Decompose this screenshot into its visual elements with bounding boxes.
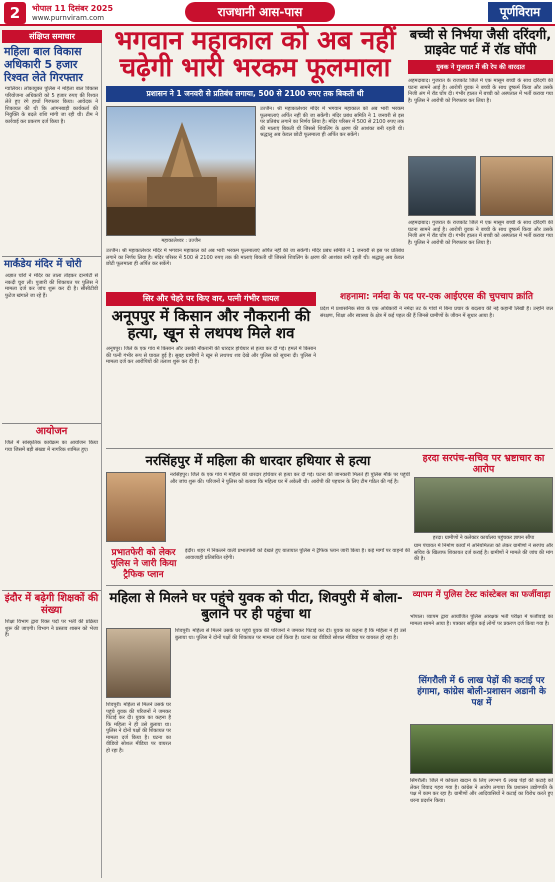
mahila-photo [106,628,171,698]
story-headline: महिला बाल विकास अधिकारी 5 हजार रिश्वत लेते गिरफ्तार [4,45,83,84]
mid-left-banner: सिर और चेहरे पर किए वार, पत्नी गंभीर घायल [106,292,316,306]
story-text: जिले में सांस्कृतिक कार्यक्रम का आयोजन किया गया जिसमें बड़ी संख्या में नागरिक शामिल हुए। [5,440,98,453]
right-top-headline: बच्ची से निर्भया जैसी दरिंदगी, प्राइवेट पार्ट में रॉड घोंपी [409,28,552,58]
newspaper-logo: पूर्णविराम [488,2,552,22]
mahila-text-continued: शिवपुरी। महिला से मिलने उसके घर पहुंचे युवक की परिजनों ने जमकर पिटाई कर दी। युवक का कहना है कि महिला ने ही उसे बुलाया था। पुलिस ने दोनों पक्षों की शिकायत पर मामला दर्ज किया है। घटना का वीडियो सोशल मीडिया पर वायरल हो रहा है। [106,702,171,754]
story-text: शिक्षा विभाग द्वारा रिक्त पदों पर भर्ती की प्रक्रिया शुरू की जाएगी। विभाग ने प्रस्ताव शासन को भेजा है। [5,619,98,638]
mahila-text: शिवपुरी। महिला से मिलने उसके घर पहुंचे युवक की परिजनों ने जमकर पिटाई कर दी। युवक का कहना है कि महिला ने ही उसे बुलाया था। पुलिस ने दोनों पक्षों की शिकायत पर मामला दर्ज किया है। घटना का वीडियो सोशल मीडिया पर वायरल हो रहा है। [175,628,406,641]
story-text: ग्वालियर। लोकायुक्त पुलिस ने महिला बाल विकास परियोजना अधिकारी को 5 हजार रुपए की रिश्वत लेते हुए रंगे हाथों गिरफ्तार किया। आवेदक ने शिकायत की थी कि आंगनबाड़ी कार्यकर्ता की नियुक्ति के बदले राशि मांगी जा रही थी। टीम ने कार्रवाई कर प्रकरण दर्ज किया है। [5,86,98,125]
harda-photo [414,477,553,533]
mahila-headline: महिला से मिलने घर पहुंचे युवक को पीटा, शिवपुरी में बोला- बुलाने पर ही पहुंचा था [109,590,403,622]
police-photo [480,156,553,216]
divider [106,585,553,586]
lead-subheadline: प्रशासन ने 1 जनवरी से प्रतिबंध लगाया, 500 से 2100 रुपए तक बिकती थी [106,86,404,102]
murder-text: नरसिंहपुर। जिले के एक गांव में महिला की धारदार हथियार से हत्या कर दी गई। घटना की जानकारी मिलते ही पुलिस मौके पर पहुंची और जांच शुरू की। परिजनों ने पुलिस को बताया कि महिला घर में अकेली थी। आरोपी की पहचान के लिए टीम गठित की गई है। [170,472,410,485]
victim-photo [106,472,166,542]
right-top-subheadline: युवक ने गुजरात में की रेप की वारदात [408,60,553,74]
left-column [2,30,102,878]
singrauli-headline: सिंगरौली में 6 लाख पेड़ों की कटाई पर हंगामा, कांग्रेस बोली-प्रशासन अडानी के पक्ष में [417,676,546,708]
masthead [0,0,555,26]
mid-left-text: अनूपपुर। जिले के एक गांव में किसान और उसकी नौकरानी की धारदार हथियार से हत्या कर दी गई। हमले में किसान की पत्नी गंभीर रूप से घायल हुई है। सुबह ग्रामीणों ने खून से लथपथ शव देखे और पुलिस को सूचना दी। पुलिस ने मामला दर्ज कर आरोपियों की तलाश शुरू कर दी है। [106,346,316,365]
accused-photo [408,156,476,216]
story-headline: आयोजन [35,426,68,437]
traffic-text: इंदौर। शहर में निकलने वाली प्रभातफेरी को देखते हुए यातायात पुलिस ने ट्रैफिक प्लान जारी किया है। कई मार्गों पर वाहनों की आवाजाही प्रतिबंधित रहेगी। [185,548,410,561]
lead-text-continued: उज्जैन। श्री महाकालेश्वर मंदिर में भगवान महाकाल को अब भारी भरकम फूलमालाएं अर्पित नहीं की जा सकेंगी। मंदिर प्रबंध समिति ने 1 जनवरी से इस पर प्रतिबंध लगाने का निर्णय लिया है। मंदिर परिसर में 500 से 2100 रुपए तक की मालाएं बिकती थीं जिससे शिवलिंग के क्षरण की आशंका बनी रहती थी। श्रद्धालु अब केवल छोटी फूलमाला ही अर्पित कर सकेंगे। [106,248,404,267]
photo-caption: महाकालेश्वर : उज्जैन [161,238,201,244]
mid-left-headline: अनूपपुर में किसान और नौकरानी की हत्या, खून से लथपथ मिले शव [111,307,311,342]
harda-headline: हरदा सरपंच-सचिव पर भ्रष्टाचार का आरोप [422,453,545,475]
forest-photo [410,724,553,774]
harda-caption: हरदा। ग्रामीणों ने कलेक्टर कार्यालय पहुंचकर ज्ञापन सौंपा [432,535,535,541]
story-headline: इंदौर में बढ़ेगी शिक्षकों की संख्या [4,593,99,616]
temple-photo [106,106,256,236]
story-text: अज्ञात चोरों ने मंदिर का ताला तोड़कर दानपेटी से नकदी चुरा ली। पुजारी की शिकायत पर पुलिस ने मामला दर्ज कर जांच शुरू कर दी है। सीसीटीवी फुटेज खंगाले जा रहे हैं। [5,273,98,299]
right-top-text-continued: अहमदाबाद। गुजरात के राजकोट जिले में एक मासूम बच्ची के साथ दरिंदगी की घटना सामने आई है। आरोपी युवक ने बच्ची के साथ दुष्कर्म किया और उसके निजी अंग में रॉड घोंप दी। गंभीर हालत में बच्ची को अस्पताल में भर्ती कराया गया है। पुलिस ने आरोपी को गिरफ्तार कर लिया है। [408,220,553,246]
mid-right-headline: शहनामा: नर्मदा के पद पर-एक आईएएस की चुपचाप क्रांति [340,292,533,302]
story-headline: मार्कंडेय मंदिर में चोरी [4,259,82,270]
harda-text: ग्राम पंचायत में निर्माण कार्यों में अनियमितता को लेकर ग्रामीणों ने सरपंच और सचिव के खिलाफ शिकायत दर्ज कराई है। ग्रामीणों ने मामले की जांच की मांग की है। [414,543,553,562]
mid-right-text: प्रदेश में प्रशासनिक सेवा के एक अधिकारी ने नर्मदा तट के गांवों में बिना प्रचार के बदलाव की नई कहानी लिखी है। उन्होंने जल संरक्षण, शिक्षा और स्वास्थ्य के क्षेत्र में कई पहल की हैं जिनसे ग्रामीणों के जीवन में सुधार आया है। [320,306,553,319]
section-title: राजधानी आस-पास [185,2,335,22]
lead-headline: भगवान महाकाल को अब नहीं चढ़ेगी भारी भरकम फूलमाला [114,26,396,83]
dateline: भोपाल 11 दिसंबर 2025 [32,4,114,13]
vyapam-text: भोपाल। व्यापम द्वारा आयोजित पुलिस आरक्षक भर्ती परीक्षा में फर्जीवाड़े का मामला सामने आया है। पत्रकार सहित कई लोगों पर प्रकरण दर्ज किया गया है। [410,614,553,627]
temple-illustration [107,107,256,236]
murder-headline: नरसिंहपुर में महिला की धारदार हथियार से हत्या [145,454,371,469]
lead-text: उज्जैन। श्री महाकालेश्वर मंदिर में भगवान महाकाल को अब भारी भरकम फूलमालाएं अर्पित नहीं की जा सकेंगी। मंदिर प्रबंध समिति ने 1 जनवरी से इस पर प्रतिबंध लगाने का निर्णय लिया है। मंदिर परिसर में 500 से 2100 रुपए तक की मालाएं बिकती थीं जिससे शिवलिंग के क्षरण की आशंका बनी रहती थी। श्रद्धालु अब केवल छोटी फूलमाला ही अर्पित कर सकेंगे। [260,106,404,138]
singrauli-text: सिंगरौली। जिले में कोयला खदान के लिए लगभग 6 लाख पेड़ों की कटाई को लेकर विवाद गहरा गया है। कांग्रेस ने आरोप लगाया कि प्रशासन उद्योगपति के पक्ष में काम कर रहा है। ग्रामीणों और आदिवासियों ने कटाई का विरोध करते हुए धरना प्रदर्शन किया। [410,778,553,804]
divider [106,448,553,449]
traffic-headline: प्रभातफेरी को लेकर पुलिस ने जारी किया ट्रैफिक प्लान [110,548,177,580]
website-url[interactable]: www.purnviram.com [32,14,105,22]
brief-news-header: संक्षिप्त समाचार [2,30,102,43]
vyapam-headline: व्यापम में पुलिस टेस्ट कांस्टेबल का फर्जीवाड़ा [412,590,551,600]
page-number: 2 [4,2,26,24]
right-top-text: अहमदाबाद। गुजरात के राजकोट जिले में एक मासूम बच्ची के साथ दरिंदगी की घटना सामने आई है। आरोपी युवक ने बच्ची के साथ दुष्कर्म किया और उसके निजी अंग में रॉड घोंप दी। गंभीर हालत में बच्ची को अस्पताल में भर्ती कराया गया है। पुलिस ने आरोपी को गिरफ्तार कर लिया है। [408,78,553,104]
